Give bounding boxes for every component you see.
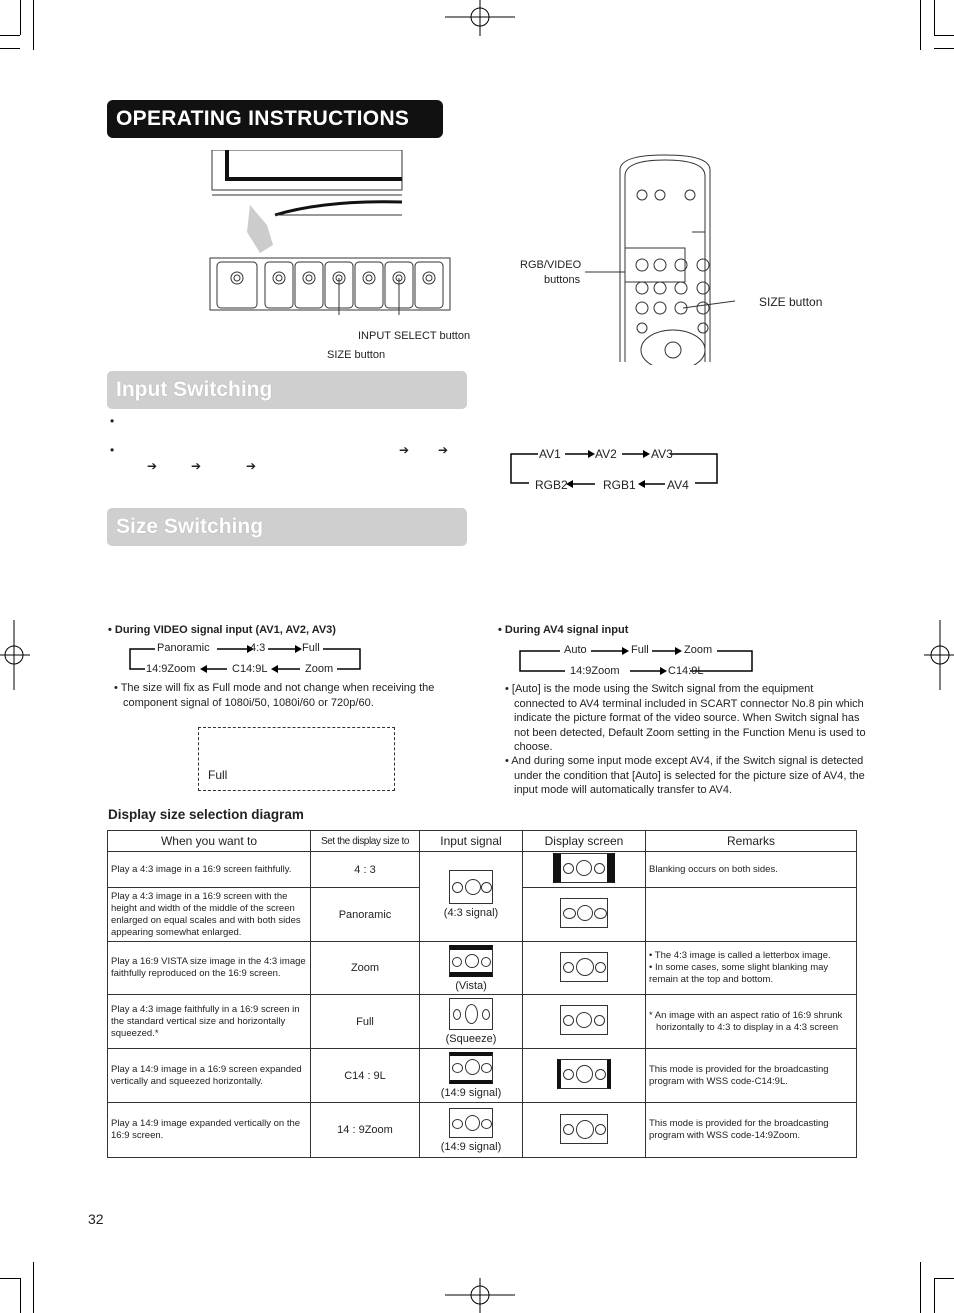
diagram-title: Display size selection diagram xyxy=(108,807,304,822)
input-14-9-icon xyxy=(449,1108,493,1138)
set-cell: 14 : 9Zoom xyxy=(311,1103,420,1158)
flow-rgb1: RGB1 xyxy=(603,478,636,492)
input-squeeze-icon xyxy=(449,998,493,1030)
flow-av1: AV1 xyxy=(539,447,561,461)
crop-mark xyxy=(920,0,921,50)
input-label: (14:9 signal) xyxy=(440,1140,502,1153)
flow-av4: AV4 xyxy=(667,478,689,492)
crop-mark xyxy=(20,0,21,35)
display-cell xyxy=(523,852,646,888)
display-panoramic-icon xyxy=(560,898,608,928)
col-remarks: Remarks xyxy=(646,831,857,852)
registration-mark xyxy=(445,0,515,36)
flow-av2: AV2 xyxy=(595,447,617,461)
flow-panoramic: Panoramic xyxy=(157,642,210,654)
when-cell: Play a 4:3 image faithfully in a 16:9 screen in the standard vertical size and horizontally squeezed.* xyxy=(108,995,311,1049)
av4-note-1: • [Auto] is the mode using the Switch signal from the equipment connected to AV4 terminal included in SCART connector No.8 pin which indicate the picture format of the video source. When Switch signal has not been detected, Default Zoom setting in the Function Menu is used to choose. xyxy=(505,683,866,753)
set-cell: Zoom xyxy=(311,942,420,995)
rgb-video-label-line2: buttons xyxy=(544,274,581,286)
table-header-row xyxy=(108,831,857,852)
flow-av4-zoom: Zoom xyxy=(684,644,713,656)
page-title: OPERATING INSTRUCTIONS xyxy=(107,100,443,138)
av4-signal-heading: • During AV4 signal input xyxy=(498,624,629,636)
display-full-icon xyxy=(560,1005,608,1035)
crop-mark xyxy=(920,1262,921,1313)
crop-mark xyxy=(20,1278,21,1313)
remarks-cell: • The 4:3 image is called a letterbox image. • In some cases, some slight blanking may remain at the top and bottom. xyxy=(646,942,857,995)
registration-mark xyxy=(445,1278,515,1313)
av4-note-2: • And during some input mode except AV4, if the Switch signal is detected under the condition that [Auto] is selected for the picture size of AV4, the input mode will automatically transfer to AV4. xyxy=(505,755,865,796)
flow-auto: Auto xyxy=(564,644,587,656)
display-14-9zoom-icon xyxy=(560,1114,608,1144)
flow-4-3: 4:3 xyxy=(250,642,266,654)
video-signal-note: • The size will fix as Full mode and not change when receiving the component signal of 1080i/50, 1080i/60 or 720p/60. xyxy=(114,682,435,709)
display-cell xyxy=(523,888,646,942)
crop-mark xyxy=(934,1278,954,1279)
remote-size-button-label: SIZE button xyxy=(759,295,823,309)
remarks-cell xyxy=(646,888,857,942)
when-cell: Play a 4:3 image in a 16:9 screen with the height and width of the middle of the screen enlarged on equal scales and with both sides appearing somewhat enlarged. xyxy=(108,888,311,942)
bullet: • xyxy=(110,414,115,428)
arrow-icon: ➔ xyxy=(399,443,410,457)
crop-mark xyxy=(934,0,935,35)
crop-mark xyxy=(0,48,20,49)
rgb-video-label: RGB/VIDEO xyxy=(520,259,582,271)
input-4-3-icon xyxy=(449,870,493,904)
table-row xyxy=(108,995,857,1049)
arrow-icon: ➔ xyxy=(246,459,257,473)
flow-av4-14-9zoom: 14:9Zoom xyxy=(570,665,620,677)
input-signal-cell xyxy=(420,1049,523,1103)
input-signal-cell xyxy=(420,852,523,942)
remarks-cell: This mode is provided for the broadcasting program with WSS code-C14:9L. xyxy=(646,1049,857,1103)
crop-mark xyxy=(0,35,20,36)
input-14-9-icon xyxy=(449,1052,493,1084)
remarks-cell: * An image with an aspect ratio of 16:9 shrunk horizontally to 4:3 to display in a 4:3 screen xyxy=(646,995,857,1049)
video-signal-heading: • During VIDEO signal input (AV1, AV2, AV3) xyxy=(108,624,336,636)
flow-av4-full: Full xyxy=(631,644,649,656)
size-switching-heading: Size Switching xyxy=(107,508,467,546)
table-row xyxy=(108,1103,857,1158)
flow-av4-c14-9l: C14:9L xyxy=(668,665,704,677)
size-button-label: SIZE button xyxy=(327,349,386,361)
remarks-cell: This mode is provided for the broadcasting program with WSS code-14:9Zoom. xyxy=(646,1103,857,1158)
crop-mark xyxy=(934,48,954,49)
set-cell: Full xyxy=(311,995,420,1049)
set-cell: Panoramic xyxy=(311,888,420,942)
input-label: (Squeeze) xyxy=(445,1033,497,1045)
registration-mark xyxy=(0,620,30,690)
arrow-icon: ➔ xyxy=(147,459,158,473)
flow-14-9zoom: 14:9Zoom xyxy=(146,663,196,675)
table-row xyxy=(108,942,857,995)
remote-illustration xyxy=(585,150,735,365)
display-size-table xyxy=(107,830,857,1158)
input-label: (4:3 signal) xyxy=(443,907,499,919)
input-label: (Vista) xyxy=(455,979,487,992)
display-cell xyxy=(523,995,646,1049)
display-cell xyxy=(523,942,646,995)
input-vista-icon xyxy=(449,945,493,977)
monitor-illustration xyxy=(205,150,460,315)
flow-av3: AV3 xyxy=(651,447,673,461)
table-row xyxy=(108,852,857,888)
flow-rgb2: RGB2 xyxy=(535,478,568,492)
remarks-cell: Blanking occurs on both sides. xyxy=(646,852,857,888)
input-select-label: INPUT SELECT button xyxy=(358,330,471,342)
crop-mark xyxy=(934,1278,935,1313)
col-set: Set the display size to xyxy=(311,831,420,852)
crop-mark xyxy=(0,1278,20,1279)
flow-full: Full xyxy=(302,642,320,654)
when-cell: Play a 4:3 image in a 16:9 screen faithfully. xyxy=(108,852,311,888)
flow-c14-9l: C14:9L xyxy=(232,663,268,675)
flow-zoom: Zoom xyxy=(305,663,334,675)
note-box-label: Full xyxy=(208,768,228,782)
crop-mark xyxy=(33,0,34,50)
crop-mark xyxy=(33,1262,34,1313)
table-row xyxy=(108,1049,857,1103)
page-number: 32 xyxy=(88,1211,104,1227)
display-cell xyxy=(523,1103,646,1158)
input-signal-cell xyxy=(420,995,523,1049)
col-when: When you want to xyxy=(108,831,311,852)
when-cell: Play a 14:9 image in a 16:9 screen expanded vertically and squeezed horizontally. xyxy=(108,1049,311,1103)
note-box xyxy=(198,727,395,791)
arrow-icon: ➔ xyxy=(191,459,202,473)
crop-mark xyxy=(934,35,954,36)
input-label: (14:9 signal) xyxy=(440,1087,502,1099)
input-switching-heading: Input Switching xyxy=(107,371,467,409)
col-input: Input signal xyxy=(420,831,523,852)
arrow-icon: ➔ xyxy=(438,443,449,457)
input-signal-cell xyxy=(420,1103,523,1158)
when-cell: Play a 14:9 image expanded vertically on the 16:9 screen. xyxy=(108,1103,311,1158)
display-cell xyxy=(523,1049,646,1103)
display-c14-9l-icon xyxy=(557,1059,611,1089)
registration-mark xyxy=(924,620,954,690)
bullet: • xyxy=(110,443,115,457)
input-signal-cell xyxy=(420,942,523,995)
display-zoom-icon xyxy=(560,952,608,982)
col-display: Display screen xyxy=(523,831,646,852)
set-cell: C14 : 9L xyxy=(311,1049,420,1103)
when-cell: Play a 16:9 VISTA size image in the 4:3 image faithfully reproduced on the 16:9 screen. xyxy=(108,942,311,995)
display-4-3-icon xyxy=(553,853,615,883)
set-cell: 4 : 3 xyxy=(311,852,420,888)
